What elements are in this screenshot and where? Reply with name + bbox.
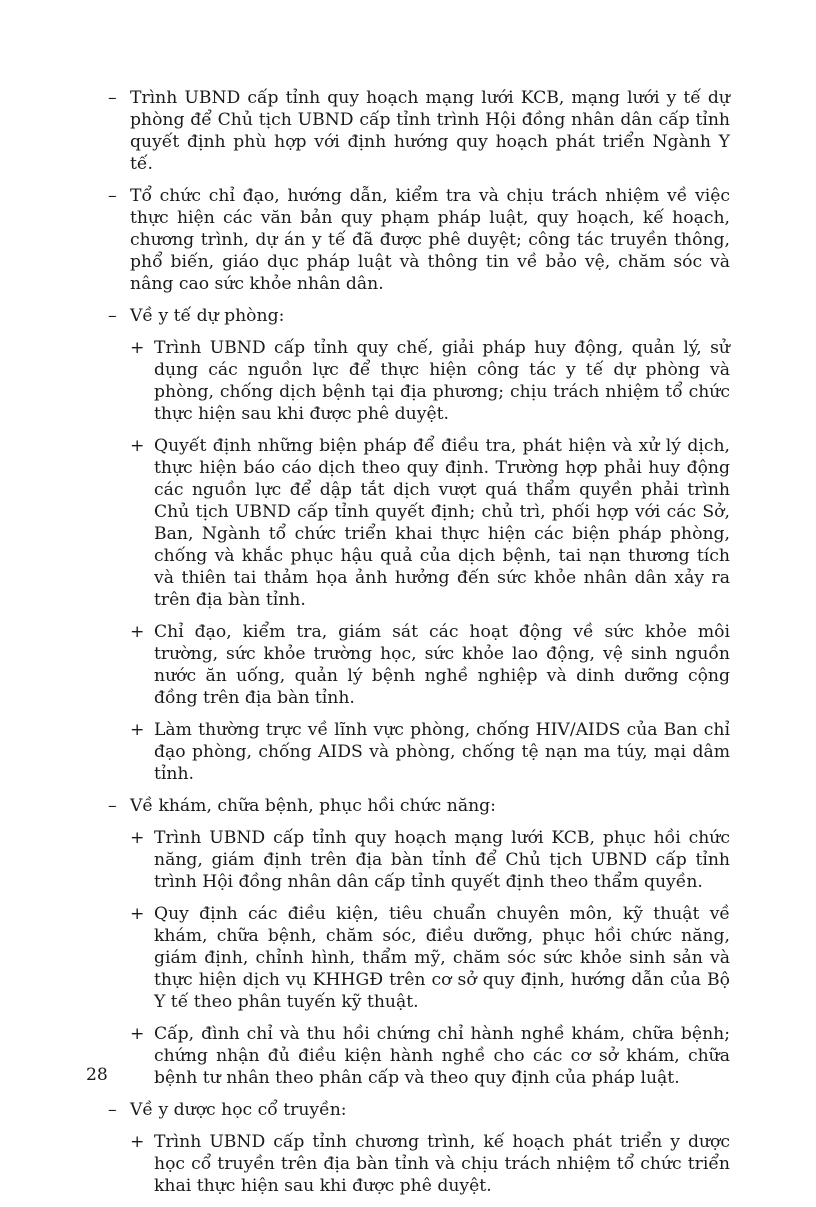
item-text: Về khám, chữa bệnh, phục hồi chức năng: (130, 796, 496, 816)
sub-list-item (108, 903, 730, 1013)
dash-bullet: – (108, 88, 117, 108)
section-heading-traditional-medicine (108, 1099, 730, 1121)
plus-bullet: + (130, 338, 145, 358)
dash-bullet: – (108, 1100, 117, 1120)
item-text: Về y tế dự phòng: (130, 306, 285, 326)
item-text: Chỉ đạo, kiểm tra, giám sát các hoạt động về sức khỏe môi trường, sức khỏe trường học, sức khỏe lao động, vệ sinh nguồn nước ăn uống, quản lý bệnh nghề nghiệp và dinh dưỡng cộng đồng trên địa bàn tỉnh. (154, 622, 730, 708)
sub-list-item (108, 1023, 730, 1089)
item-text: Quy định các điều kiện, tiêu chuẩn chuyên môn, kỹ thuật về khám, chữa bệnh, chăm sóc, điều dưỡng, phục hồi chức năng, giám định, chỉnh hình, thẩm mỹ, chăm sóc sức khỏe sinh sản và thực hiện dịch vụ KHHGĐ trên cơ sở quy định, hướng dẫn của Bộ Y tế theo phân tuyến kỹ thuật. (154, 904, 730, 1012)
item-text: Quyết định những biện pháp để điều tra, phát hiện và xử lý dịch, thực hiện báo cáo dịch theo quy định. Trường hợp phải huy động các nguồn lực để dập tắt dịch vượt quá thẩm quyền phải trình Chủ tịch UBND cấp tỉnh quyết định; chủ trì, phối hợp với các Sở, Ban, Ngành tổ chức triển khai thực hiện các biện pháp phòng, chống và khắc phục hậu quả của dịch bệnh, tai nạn thương tích và thiên tai thảm họa ảnh hưởng đến sức khỏe nhân dân xảy ra trên địa bàn tỉnh. (154, 436, 730, 610)
sub-list-item (108, 621, 730, 709)
sub-list-item (108, 719, 730, 785)
section-heading-medical-examination (108, 795, 730, 817)
sub-list-item (108, 827, 730, 893)
plus-bullet: + (130, 904, 145, 924)
plus-bullet: + (130, 436, 145, 456)
item-text: Cấp, đình chỉ và thu hồi chứng chỉ hành nghề khám, chữa bệnh; chứng nhận đủ điều kiện hành nghề cho các cơ sở khám, chữa bệnh tư nhân theo phân cấp và theo quy định của pháp luật. (154, 1024, 730, 1088)
dash-bullet: – (108, 306, 117, 326)
dash-bullet: – (108, 796, 117, 816)
list-item (108, 185, 730, 295)
item-text: Về y dược học cổ truyền: (130, 1100, 347, 1120)
item-text: Trình UBND cấp tỉnh chương trình, kế hoạch phát triển y dược học cổ truyền trên địa bàn tỉnh và chịu trách nhiệm tổ chức triển khai thực hiện sau khi được phê duyệt. (154, 1132, 730, 1196)
page-content (108, 87, 730, 1207)
plus-bullet: + (130, 1024, 145, 1044)
list-item (108, 87, 730, 175)
plus-bullet: + (130, 720, 145, 740)
plus-bullet: + (130, 828, 145, 848)
item-text: Trình UBND cấp tỉnh quy hoạch mạng lưới KCB, phục hồi chức năng, giám định trên địa bàn tỉnh để Chủ tịch UBND cấp tỉnh trình Hội đồng nhân dân cấp tỉnh quyết định theo thẩm quyền. (154, 828, 730, 892)
dash-bullet: – (108, 186, 117, 206)
sub-list-item (108, 435, 730, 611)
item-text: Làm thường trực về lĩnh vực phòng, chống HIV/AIDS của Ban chỉ đạo phòng, chống AIDS và phòng, chống tệ nạn ma túy, mại dâm tỉnh. (154, 720, 730, 784)
item-text: Tổ chức chỉ đạo, hướng dẫn, kiểm tra và chịu trách nhiệm về việc thực hiện các văn bản quy phạm pháp luật, quy hoạch, kế hoạch, chương trình, dự án y tế đã được phê duyệt; công tác truyền thông, phổ biến, giáo dục pháp luật và thông tin về bảo vệ, chăm sóc và nâng cao sức khỏe nhân dân. (130, 186, 730, 294)
plus-bullet: + (130, 1132, 145, 1152)
sub-list-item (108, 337, 730, 425)
sub-list-item (108, 1131, 730, 1197)
plus-bullet: + (130, 622, 145, 642)
item-text: Trình UBND cấp tỉnh quy chế, giải pháp huy động, quản lý, sử dụng các nguồn lực để thực hiện công tác y tế dự phòng và phòng, chống dịch bệnh tại địa phương; chịu trách nhiệm tổ chức thực hiện sau khi được phê duyệt. (154, 338, 730, 424)
section-heading-preventive-medicine (108, 305, 730, 327)
page-number: 28 (86, 1065, 108, 1085)
item-text: Trình UBND cấp tỉnh quy hoạch mạng lưới KCB, mạng lưới y tế dự phòng để Chủ tịch UBND cấp tỉnh trình Hội đồng nhân dân cấp tỉnh quyết định phù hợp với định hướng quy hoạch phát triển Ngành Y tế. (130, 88, 730, 174)
